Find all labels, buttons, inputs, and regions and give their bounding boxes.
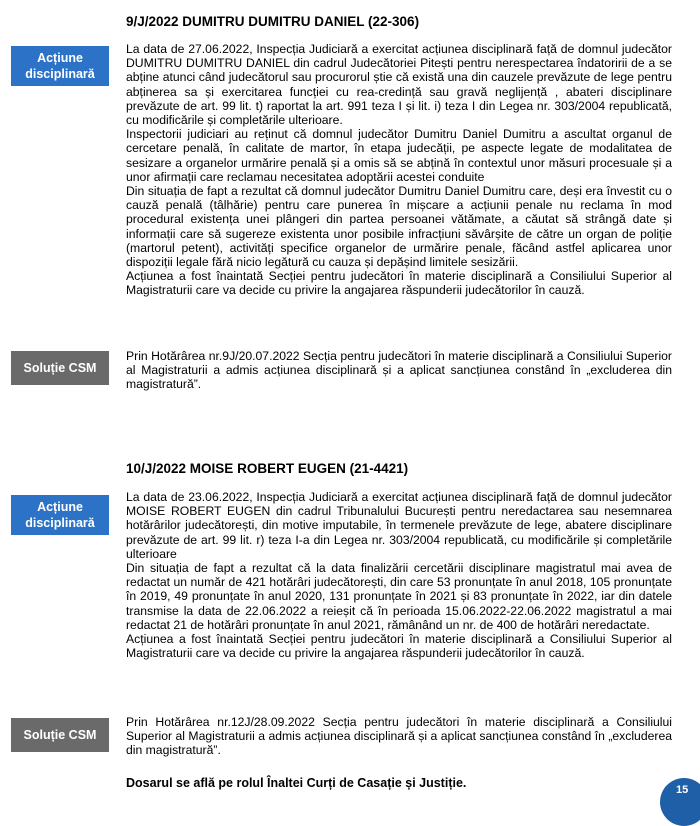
- action-paragraph: Inspectorii judiciari au reținut că domnul judecător Dumitru Daniel Dumitru a ascultat organul de cercetare penală, în calitate de martor, în etapa judecății, pe aspecte legate de modalitatea de sesizare a organelor urmărire penală și a omis să se abțină în contextul unor măsuri procesuale și a unor afirmații care reclamau necesitatea adoptării acestei conduite: [126, 127, 672, 184]
- action-label-badge: Acțiune disciplinară: [11, 46, 109, 86]
- solution-description: [126, 715, 672, 758]
- action-paragraph: Acțiunea a fost înaintată Secției pentru judecători în materie disciplinară a Consiliului Superior al Magistraturii care va decide cu privire la angajarea răspunderii judecătorilor în cauză.: [126, 269, 672, 298]
- action-paragraph: Din situația de fapt a rezultat că la data finalizării cercetării disciplinare magistratul mai avea de redactat un număr de 421 hotărâri judecătorești, din care 53 pronunțate în anul 2018, 105 pronunțate în 2019, 49 pronunțate în anul 2020, 131 pronunțate în 2021 și 83 pronunțate în 2022, iar din datele transmise la data de 22.06.2022 a reieșit că în perioada 15.06.2022-22.06.2022 magistratul a mai redactat 21 de hotărâri pronunțate în anul 2021, rămânând un nr. de 400 de hotărâri neredactate.: [126, 561, 672, 632]
- solution-text: Prin Hotărârea nr.9J/20.07.2022 Secția pentru judecători în materie disciplinară a Consiliului Superior al Magistraturii a admis acțiunea disciplinară și a aplicat sancțiunea constând în „excluderea din magistratură”.: [126, 349, 672, 392]
- case-title: 9/J/2022 DUMITRU DUMITRU DANIEL (22-306): [126, 14, 420, 29]
- action-paragraph: La data de 27.06.2022, Inspecția Judiciară a exercitat acțiunea disciplinară față de domnul judecător DUMITRU DUMITRU DANIEL din cadrul Judecătoriei Pitești pentru nerespectarea îndatoririi de a se abține atunci când judecătorul sau procurorul știe că există una din cauzele prevăzute de lege pentru abținerea sa și exercitarea funcției cu rea-credință sau gravă neglijență , abateri disciplinare prevăzute de art. 99 lit. t) raportat la art. 991 teza I și lit. i) teza I din Legea nr. 303/2004 republicată, cu modificările și completările ulterioare.: [126, 42, 672, 128]
- action-description: [126, 42, 672, 298]
- footer-note: Dosarul se află pe rolul Înaltei Curți de Casație și Justiție.: [126, 776, 467, 790]
- solution-text: Prin Hotărârea nr.12J/28.09.2022 Secția pentru judecători în materie disciplinară a Consiliului Superior al Magistraturii a admis acțiunea disciplinară și a aplicat sancțiunea constând în „excluderea din magistratură”.: [126, 715, 672, 758]
- action-paragraph: La data de 23.06.2022, Inspecția Judiciară a exercitat acțiunea disciplinară față de domnul judecător MOISE ROBERT EUGEN din cadrul Tribunalului București pentru neredactarea sau nesemnarea hotărârilor judecătorești, din motive imputabile, în termenele prevăzute de lege, abatere disciplinare prevăzute de art. 99 lit. r) teza I-a din Legea nr. 303/2004 republicată, cu modificările și completările ulterioare: [126, 490, 672, 561]
- action-paragraph: Din situația de fapt a rezultat că domnul judecător Dumitru Daniel Dumitru care, deși era învestit cu o cauză penală (tâlhărie) pentru care punerea în mișcare a acțiunii penale nu reclama în mod procedural existența unei plângeri din partea persoanei vătămate, a căutat să strângă date și informații care să sugereze existenta unor posibile infracțiuni săvârșite de către un organ de poliție (martorul petent), activități specifice organelor de urmărire penale, făcând astfel aplicarea unor dispoziții legale fără nicio legătură cu cauza și depășind limitele sesizării.: [126, 184, 672, 270]
- page-number-badge: 15: [660, 778, 700, 826]
- action-label-badge: Acțiune disciplinară: [11, 495, 109, 535]
- solution-label-badge: Soluție CSM: [11, 718, 109, 752]
- solution-label-badge: Soluție CSM: [11, 351, 109, 385]
- action-paragraph: Acțiunea a fost înaintată Secției pentru judecători în materie disciplinară a Consiliului Superior al Magistraturii care va decide cu privire la angajarea răspunderii judecătorilor în cauză.: [126, 632, 672, 661]
- solution-description: [126, 349, 672, 392]
- case-title: 10/J/2022 MOISE ROBERT EUGEN (21-4421): [126, 461, 409, 476]
- action-description: [126, 490, 672, 660]
